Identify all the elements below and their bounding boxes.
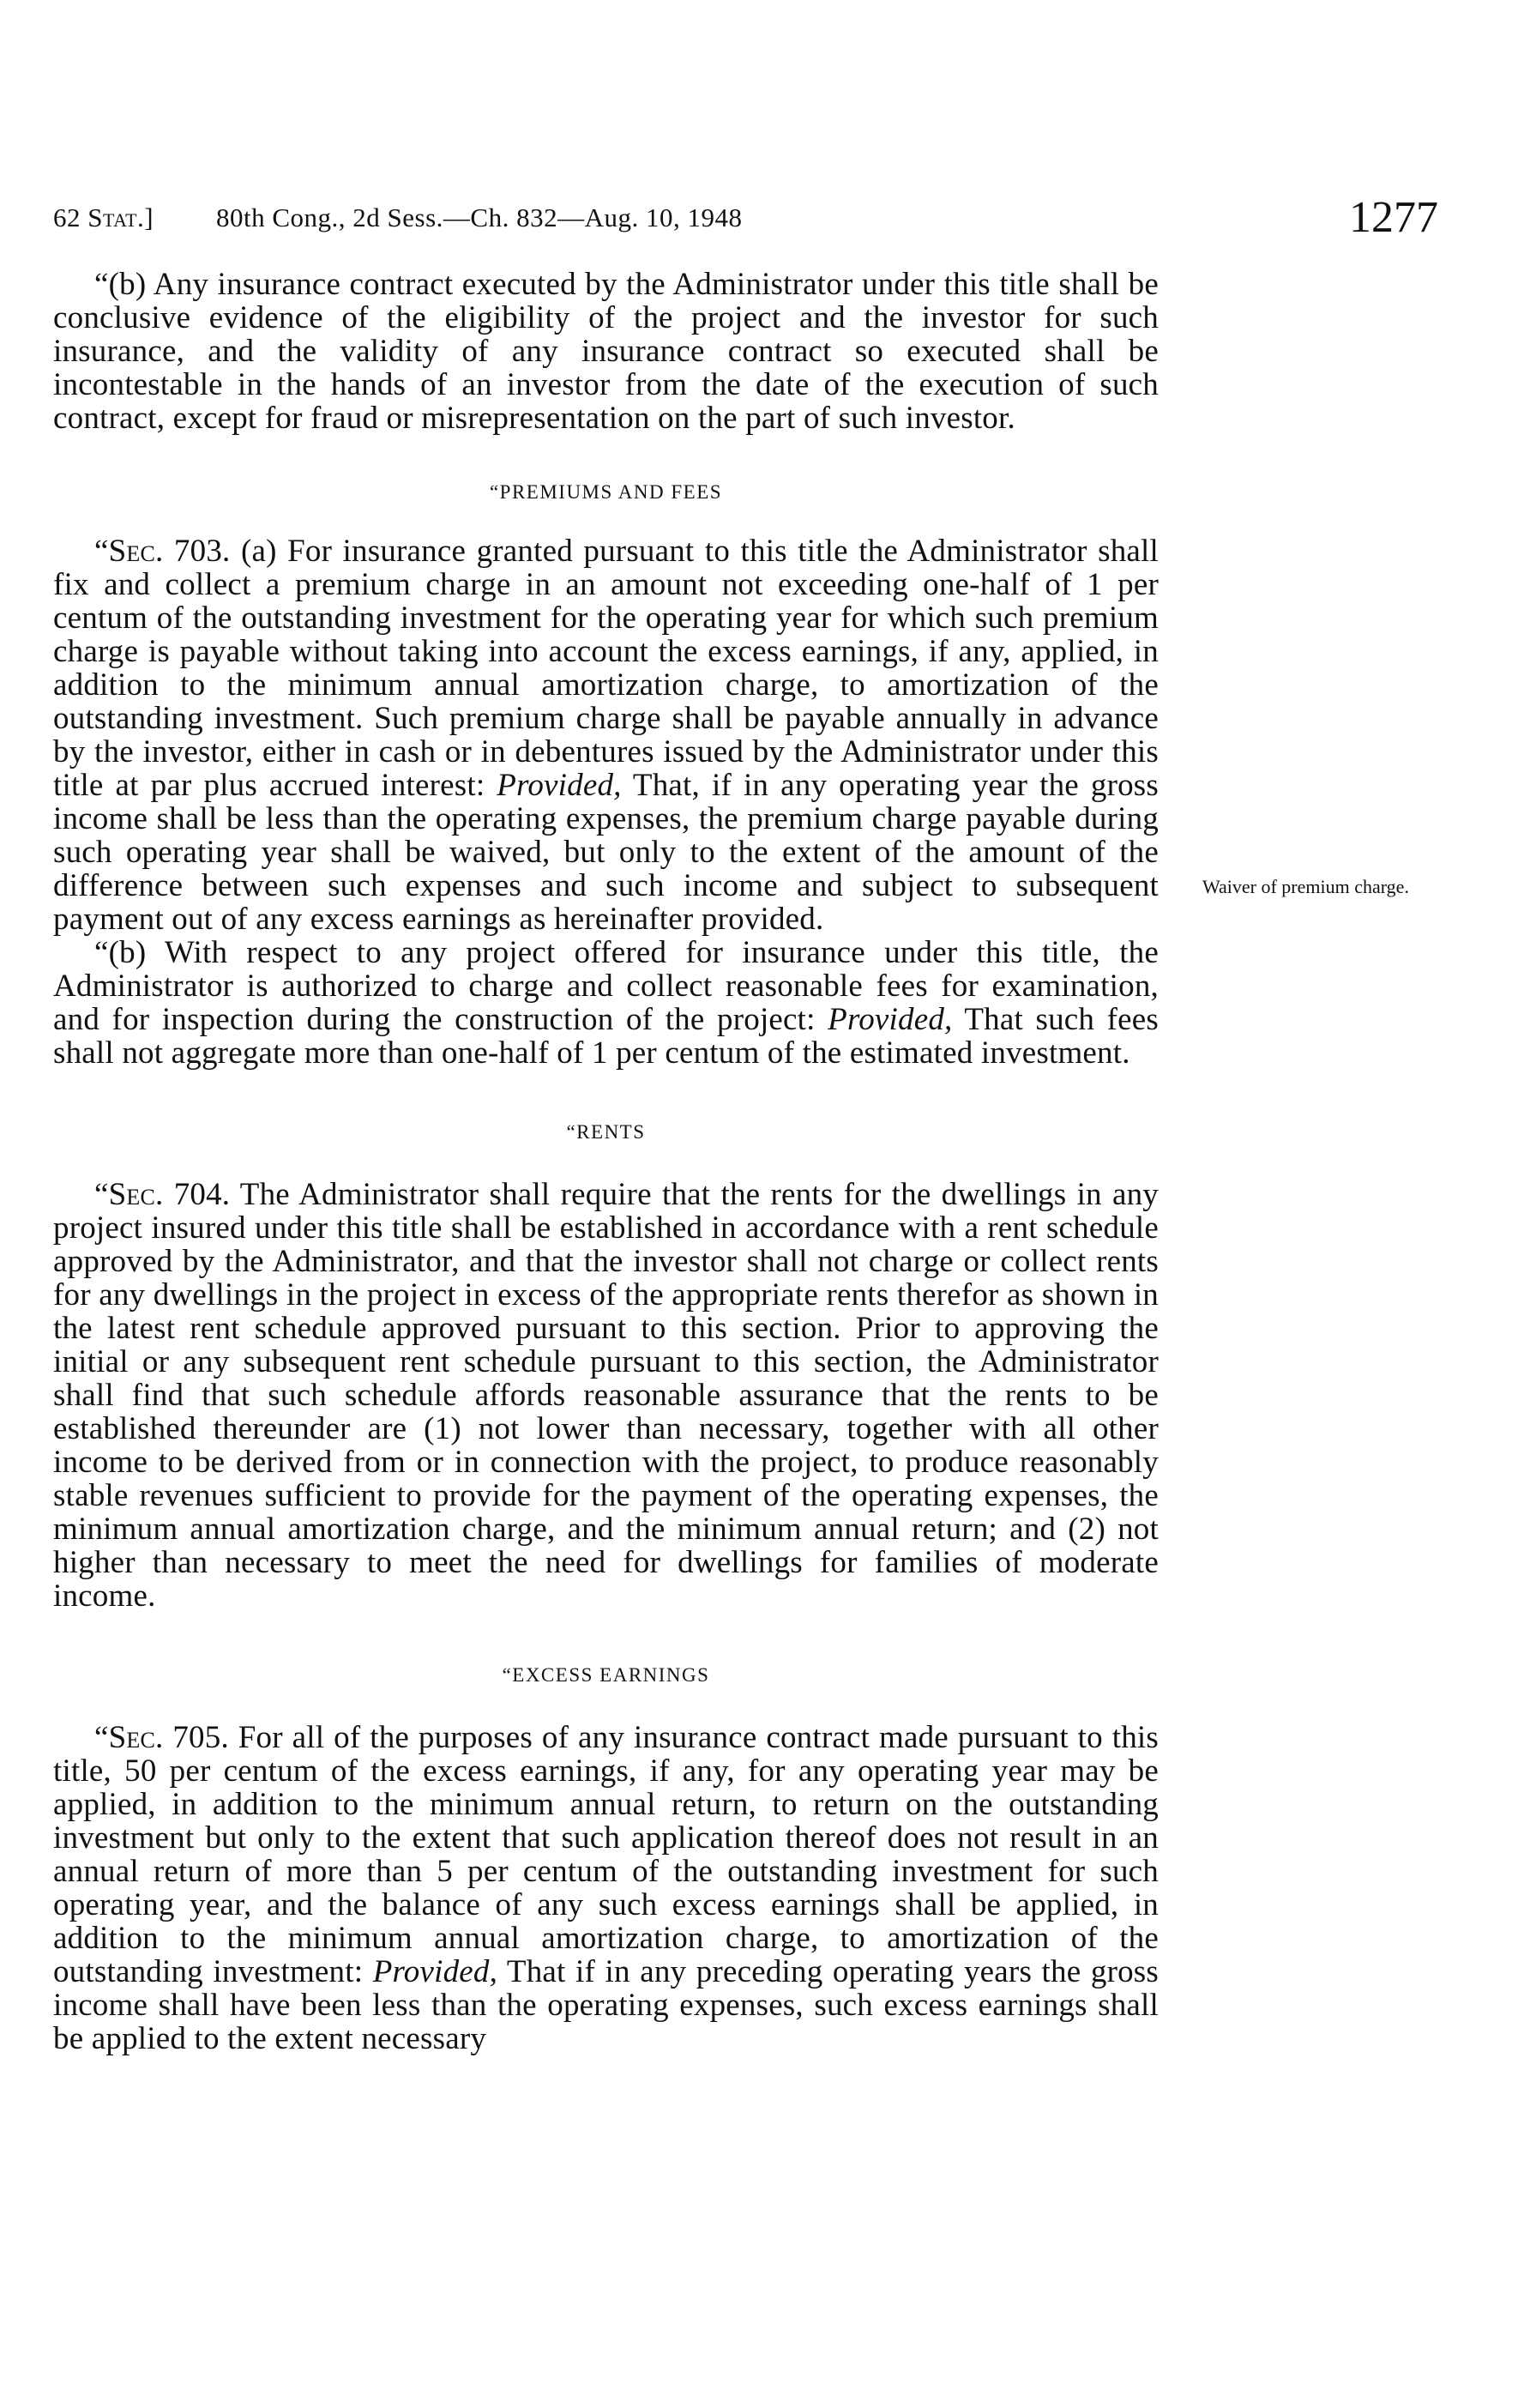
section-label-703: “Sec. 703. <box>94 534 231 569</box>
section-label-704: “Sec. 704. <box>94 1177 231 1212</box>
section-label-705: “Sec. 705. <box>94 1720 229 1755</box>
paragraph-703b-proviso-text: That such fees shall not aggregate more than one-half of 1 per centum of the estimated investment. <box>53 1002 1159 1071</box>
main-text-column <box>53 268 1159 2055</box>
session-chapter-date: 80th Cong., 2d Sess.—Ch. 832—Aug. 10, 1948 <box>216 202 743 232</box>
statute-volume: 62 Stat.] <box>53 202 154 232</box>
section-heading-premiums-and-fees: “PREMIUMS AND FEES <box>489 481 723 503</box>
paragraph-703b <box>53 936 1159 1070</box>
paragraph-705 <box>53 1721 1159 2055</box>
section-heading-rents: “RENTS <box>566 1121 646 1143</box>
paragraph-705-proviso-text: That if in any preceding operating years the gross income shall have been less than the operating expenses, such excess earnings shall be applied to the extent necessary <box>53 1954 1159 2056</box>
paragraph-703a-proviso-text: That, if in any operating year the gross income shall be less than the operating expenses, the premium charge payable during such operating year shall be waived, but only to the extent of the amount of the difference between such expenses and such income and subject to subsequent payment out of any excess earnings as hereinafter provided. <box>53 768 1160 937</box>
paragraph-702b: “(b) Any insurance contract executed by the Administrator under this title shall be conclusive evidence of the eligibility of the project and the investor for such insurance, and the validity of any insurance contract so executed shall be incontestable in the hands of an investor from the date of the execution of such contract, except for fraud or misrepresentation on the part of such investor. <box>53 267 1159 436</box>
paragraph-703a-text: (a) For insurance granted pursuant to this title the Administrator shall fix and collect a premium charge in an amount not exceeding one-half of 1 per centum of the outstanding investment for the operating year for which such premium charge is payable without taking into account the excess earnings, if any, applied, in addition to the minimum annual amortization charge, to amortization of the outstanding investment. Such premium charge shall be payable annually in advance by the investor, either in cash or in debentures issued by the Administrator under this title at par plus accrued interest: <box>53 534 1159 803</box>
proviso-provided: Provided, <box>497 768 622 803</box>
paragraph-703b-text: “(b) With respect to any project offered for insurance under this title, the Administrator is authorized to charge and collect reasonable fees for examination, and for inspection during the construction of the project: <box>53 935 1159 1037</box>
paragraph-703a <box>53 534 1159 936</box>
proviso-provided: Provided, <box>372 1954 498 1989</box>
proviso-provided: Provided, <box>828 1002 953 1037</box>
margin-note-waiver-of-premium: Waiver of premium charge. <box>1202 876 1409 897</box>
running-head <box>53 192 1438 244</box>
page-number: 1277 <box>1349 193 1438 242</box>
paragraph-704-text: The Administrator shall require that the rents for the dwellings in any project insured under this title shall be established in accordance with a rent schedule approved by the Administrator, and that the investor shall not charge or collect rents for any dwellings in the project in excess of the appropriate rents therefor as shown in the latest rent schedule approved pursuant to this section. Prior to approving the initial or any subsequent rent schedule pursuant to this section, the Administrator shall find that such schedule affords reasonable assurance that the rents to be established thereunder are (1) not lower than necessary, together with all other income to be derived from or in connection with the project, to produce reasonably stable revenues sufficient to provide for the payment of the operating expenses, the minimum annual amortization charge, and the minimum annual return; and (2) not higher than necessary to meet the need for dwellings for families of moderate income. <box>53 1177 1159 1614</box>
paragraph-705-text: For all of the purposes of any insurance contract made pursuant to this title, 50 per centum of the excess earnings, if any, for any operating year may be applied, in addition to the minimum annual return, to return on the outstanding investment but only to the extent that such application thereof does not result in an annual return of more than 5 per centum of the outstanding investment for such operating year, and the balance of any such excess earnings shall be applied, in addition to the minimum annual amortization charge, to amortization of the outstanding investment: <box>53 1720 1159 1989</box>
paragraph-704 <box>53 1178 1159 1613</box>
section-heading-excess-earnings: “EXCESS EARNINGS <box>502 1664 710 1686</box>
